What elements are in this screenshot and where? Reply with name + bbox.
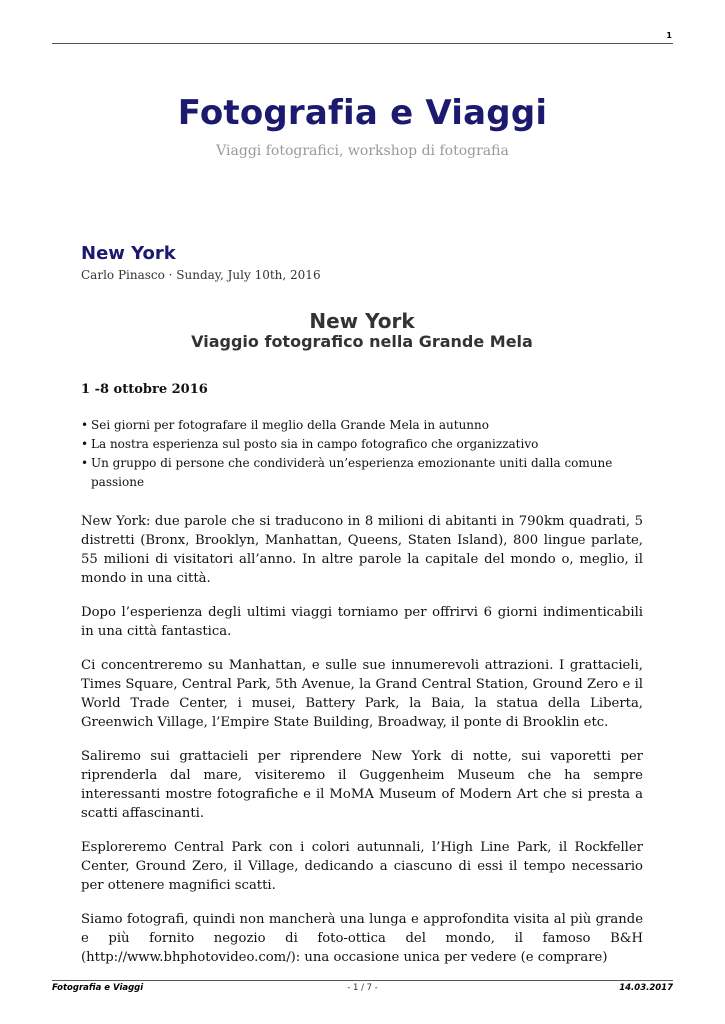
paragraph: Dopo l’esperienza degli ultimi viaggi torniamo per offrirvi 6 giorni indimenticabili in una città fantastica. [81, 605, 643, 639]
list-item: • Sei giorni per fotografare il meglio della Grande Mela in autunno [81, 416, 631, 435]
article-heading-sub: Viaggio fotografico nella Grande Mela [191, 332, 533, 351]
paragraph: Ci concentreremo su Manhattan, e sulle sue innumerevoli attrazioni. I grattacieli, Times Square, Central Park, 5th Avenue, la Grand Central Station, Ground Zero e il World Trade Center, i musei, Battery Park, la Baia, la statua della Liberta, Greenwich Village, l’Empire State Building, Broadway, il ponte di Brooklin etc. [81, 658, 643, 730]
paragraph: Esploreremo Central Park con i colori autunnali, l’High Line Park, il Rockfeller Center, Ground Zero, il Village, dedicando a ciascuno di essi il tempo necessario per ottenere magnifici scatti. [81, 840, 643, 893]
list-item: • La nostra esperienza sul posto sia in campo fotografico che organizzativo [81, 435, 631, 454]
footer-date: 14.03.2017 [619, 983, 673, 993]
post-meta: Carlo Pinasco · Sunday, July 10th, 2016 [81, 268, 321, 282]
page-number: 1 [666, 31, 672, 40]
site-tagline: Viaggi fotografici, workshop di fotografia [216, 143, 509, 159]
paragraph: Siamo fotografi, quindi non mancherà una lunga e approfondita visita al più grande e più fornito negozio di foto-ottica del mondo, il famoso B&H (http://www.bhphotovideo.com/): una occasione unica per vedere (e comprare) [81, 912, 643, 965]
footer-page-indicator: - 1 / 7 - [347, 983, 378, 993]
post-title: New York [81, 243, 176, 264]
article-heading-main: New York [309, 309, 415, 333]
site-title: Fotografia e Viaggi [177, 93, 548, 133]
header-divider [52, 43, 673, 44]
footer-divider [52, 980, 673, 981]
list-item: • Un gruppo di persone che condividerà un’esperienza emozionante uniti dalla comune passione [81, 454, 631, 492]
footer-site-name: Fotografia e Viaggi [52, 983, 144, 993]
highlights-list [81, 416, 643, 492]
paragraph: Saliremo sui grattacieli per riprendere New York di notte, sui vaporetti per riprenderla dal mare, visiteremo il Guggenheim Museum che ha sempre interessanti mostre fotografiche e il MoMA Museum of Modern Art che si presta a scatti affascinanti. [81, 749, 643, 821]
trip-dates: 1 -8 ottobre 2016 [81, 382, 208, 397]
paragraph: New York: due parole che si traducono in 8 milioni di abitanti in 790km quadrati, 5 distretti (Bronx, Brooklyn, Manhattan, Queens, Staten Island), 800 lingue parlate, 55 milioni di visitatori all’anno. In altre parole la capitale del mondo o, meglio, il mondo in una città. [81, 514, 643, 586]
article-heading [81, 310, 643, 351]
article-content [81, 310, 643, 967]
